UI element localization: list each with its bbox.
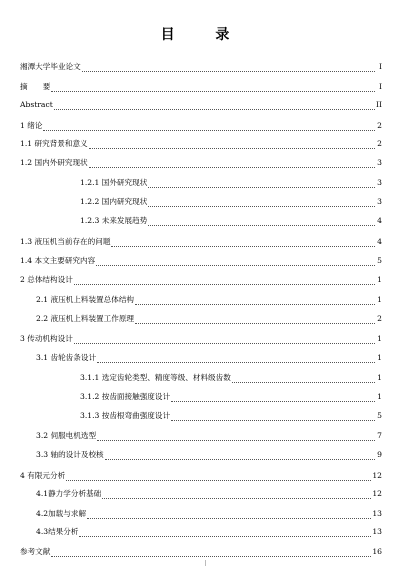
toc-entry-label: Abstract bbox=[20, 100, 53, 109]
toc-entry-page: 1 bbox=[377, 373, 382, 382]
toc-entry-label: 4 有限元分析 bbox=[20, 471, 66, 480]
toc-entry-label: 3.2 伺服电机选型 bbox=[36, 431, 97, 440]
toc-entry-label: 3.1 齿轮齿条设计 bbox=[36, 353, 97, 362]
toc-leader-dots bbox=[66, 473, 371, 481]
toc-entry[interactable] bbox=[20, 275, 382, 285]
toc-entry[interactable] bbox=[20, 158, 382, 168]
toc-entry[interactable] bbox=[36, 527, 382, 537]
toc-entry-page: 3 bbox=[377, 158, 382, 167]
toc-entry-page: 3 bbox=[377, 197, 382, 206]
toc-entry[interactable] bbox=[20, 139, 382, 149]
toc-entry[interactable] bbox=[36, 489, 382, 499]
toc-entry-page: 1 bbox=[377, 334, 382, 343]
toc-entry-label: 摘 要 bbox=[20, 82, 51, 91]
toc-entry-label: 1.1 研究背景和意义 bbox=[20, 139, 88, 148]
toc-entry-page: 2 bbox=[377, 121, 382, 130]
toc-entry-page: 3 bbox=[377, 178, 382, 187]
toc-entry-page: 5 bbox=[377, 256, 382, 265]
page-center-mark bbox=[205, 560, 206, 566]
toc-entry-label: 3.1.1 选定齿轮类型、精度等级、材料级齿数 bbox=[80, 373, 231, 382]
toc-entry-label: 3.3 轴的设计及校核 bbox=[36, 450, 104, 459]
toc-entry-label: 湘潭大学毕业论文 bbox=[20, 62, 81, 71]
toc-leader-dots bbox=[51, 549, 371, 557]
toc-leader-dots bbox=[135, 297, 375, 305]
toc-entry[interactable] bbox=[36, 450, 382, 460]
toc-leader-dots bbox=[74, 336, 375, 344]
toc-entry-label: 2.2 液压机上料装置工作原理 bbox=[36, 314, 135, 323]
toc-entry-label: 1.2.3 未来发展趋势 bbox=[80, 216, 148, 225]
toc-entry-page: 13 bbox=[372, 509, 382, 518]
toc-entry-label: 4.2加载与求解 bbox=[36, 509, 87, 518]
toc-entry[interactable] bbox=[36, 295, 382, 305]
toc-entry-label: 1.2.1 国外研究现状 bbox=[80, 178, 148, 187]
toc-entry-label: 1 绪论 bbox=[20, 121, 43, 130]
toc-leader-dots bbox=[171, 394, 375, 402]
toc-entry-page: I bbox=[379, 82, 382, 91]
toc-leader-dots bbox=[96, 258, 375, 266]
toc-entry[interactable] bbox=[80, 411, 382, 421]
toc-entry[interactable] bbox=[20, 100, 382, 110]
toc-entry[interactable] bbox=[36, 431, 382, 441]
toc-entry-page: 1 bbox=[377, 353, 382, 362]
toc-entry-page: 9 bbox=[377, 450, 382, 459]
toc-entry[interactable] bbox=[20, 471, 382, 481]
toc-leader-dots bbox=[102, 491, 371, 499]
toc-leader-dots bbox=[87, 511, 371, 519]
toc-entry-label: 4.1静力学分析基础 bbox=[36, 489, 102, 498]
toc-entry[interactable] bbox=[80, 216, 382, 226]
toc-entry-page: 7 bbox=[377, 431, 382, 440]
toc-leader-dots bbox=[82, 64, 375, 72]
toc-title: 目 录 bbox=[160, 27, 248, 43]
toc-entry-page: 2 bbox=[377, 139, 382, 148]
toc-leader-dots bbox=[74, 277, 375, 285]
toc-entry-label: 2.1 液压机上料装置总体结构 bbox=[36, 295, 135, 304]
toc-entry-page: 1 bbox=[377, 392, 382, 401]
toc-leader-dots bbox=[51, 84, 375, 92]
toc-leader-dots bbox=[89, 141, 375, 149]
toc-leader-dots bbox=[97, 433, 375, 441]
toc-leader-dots bbox=[171, 413, 375, 421]
toc-entry[interactable] bbox=[80, 197, 382, 207]
toc-entry[interactable] bbox=[20, 82, 382, 92]
toc-entry-label: 3.1.2 按齿面接触强度设计 bbox=[80, 392, 171, 401]
toc-entry-page: 1 bbox=[377, 295, 382, 304]
toc-leader-dots bbox=[148, 180, 375, 188]
toc-entry[interactable] bbox=[36, 314, 382, 324]
toc-leader-dots bbox=[79, 529, 371, 537]
toc-leader-dots bbox=[111, 239, 375, 247]
toc-entry[interactable] bbox=[36, 353, 382, 363]
toc-entry-page: 1 bbox=[377, 275, 382, 284]
toc-entry[interactable] bbox=[20, 256, 382, 266]
toc-entry[interactable] bbox=[20, 121, 382, 131]
toc-entry-label: 3 传动机构设计 bbox=[20, 334, 73, 343]
toc-entry-page: I bbox=[379, 62, 382, 71]
toc-entry-page: 16 bbox=[372, 547, 382, 556]
toc-entry-label: 1.4 本文主要研究内容 bbox=[20, 256, 96, 265]
toc-entry-label: 1.2 国内外研究现状 bbox=[20, 158, 88, 167]
toc-leader-dots bbox=[89, 160, 375, 168]
toc-entry-label: 参考文献 bbox=[20, 547, 51, 556]
toc-entry-page: 12 bbox=[372, 471, 382, 480]
toc-entry-page: 5 bbox=[377, 411, 382, 420]
toc-entry-label: 2 总体结构设计 bbox=[20, 275, 73, 284]
toc-entry-page: 13 bbox=[372, 527, 382, 536]
toc-entry[interactable] bbox=[20, 62, 382, 72]
toc-entry-page: 4 bbox=[377, 216, 382, 225]
toc-entry[interactable] bbox=[80, 178, 382, 188]
toc-entry-page: 12 bbox=[372, 489, 382, 498]
toc-entry[interactable] bbox=[80, 373, 382, 383]
toc-entry[interactable] bbox=[80, 392, 382, 402]
toc-leader-dots bbox=[148, 218, 375, 226]
toc-entry-page: 4 bbox=[377, 237, 382, 246]
toc-leader-dots bbox=[148, 199, 375, 207]
toc-entry[interactable] bbox=[20, 237, 382, 247]
toc-leader-dots bbox=[232, 375, 375, 383]
toc-entry[interactable] bbox=[20, 547, 382, 557]
toc-leader-dots bbox=[97, 355, 375, 363]
toc-entry[interactable] bbox=[36, 509, 382, 519]
toc-entry-page: 2 bbox=[377, 314, 382, 323]
toc-entry-label: 3.1.3 按齿根弯曲强度设计 bbox=[80, 411, 171, 420]
toc-leader-dots bbox=[54, 102, 375, 110]
toc-leader-dots bbox=[43, 123, 375, 131]
toc-entry-label: 1.3 液压机当前存在的问题 bbox=[20, 237, 111, 246]
toc-entry[interactable] bbox=[20, 334, 382, 344]
toc-leader-dots bbox=[135, 316, 375, 324]
toc-entry-label: 1.2.2 国内研究现状 bbox=[80, 197, 148, 206]
toc-entry-page: II bbox=[376, 100, 382, 109]
toc-leader-dots bbox=[105, 452, 375, 460]
toc-entry-label: 4.3结果分析 bbox=[36, 527, 79, 536]
